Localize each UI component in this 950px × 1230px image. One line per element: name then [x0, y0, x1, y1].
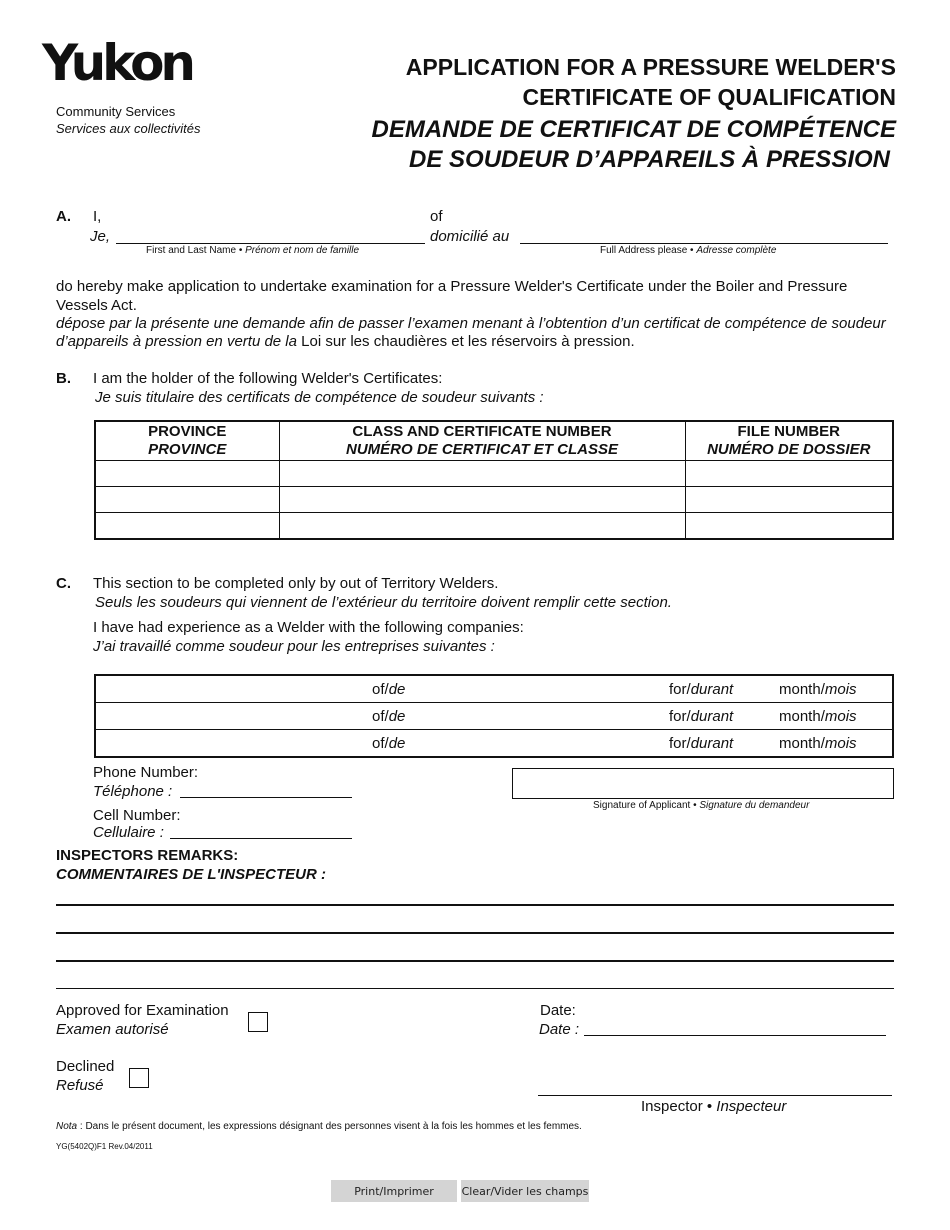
org-name-en: Community Services — [56, 104, 176, 119]
column-province: PROVINCE PROVINCE — [95, 421, 279, 461]
section-c-intro-fr: Seuls les soudeurs qui viennent de l’extérieur du territoire doivent remplir cette section. — [95, 594, 672, 611]
address-field[interactable] — [520, 243, 888, 244]
nota-text: Nota : Dans le présent document, les expressions désignant des personnes visent à la fois les hommes et les femmes. — [56, 1121, 582, 1132]
signature-box[interactable] — [512, 768, 894, 799]
table-row — [95, 703, 893, 730]
date-label-en: Date: — [540, 1002, 576, 1019]
print-button[interactable]: Print/Imprimer — [331, 1180, 457, 1202]
approved-label-fr: Examen autorisé — [56, 1021, 169, 1038]
section-a-marker: A. — [56, 208, 71, 225]
title-en-line1: APPLICATION FOR A PRESSURE WELDER'S — [405, 54, 896, 80]
yukon-logo: Yukon — [42, 34, 193, 92]
certificate-number-cell[interactable] — [279, 487, 685, 513]
section-c-intro-en: This section to be completed only by out of Territory Welders. — [93, 575, 499, 592]
name-field[interactable] — [116, 243, 425, 244]
of-label: of/de — [372, 708, 406, 725]
title-fr-line1: DEMANDE DE CERTIFICAT DE COMPÉTENCE — [371, 116, 896, 143]
phone-label-en: Phone Number: — [93, 764, 199, 781]
cell-field[interactable] — [170, 838, 352, 839]
org-name-fr: Services aux collectivités — [56, 121, 201, 136]
experience-row[interactable] — [96, 730, 892, 756]
remarks-line[interactable] — [56, 932, 894, 934]
province-cell[interactable] — [95, 487, 279, 513]
section-b-marker: B. — [56, 370, 71, 387]
of-label: of/de — [372, 681, 406, 698]
table-row — [95, 513, 893, 540]
declined-label-en: Declined — [56, 1058, 115, 1075]
certificates-header-row — [95, 421, 893, 461]
clear-fields-button[interactable]: Clear/Vider les champs — [461, 1180, 589, 1202]
province-cell[interactable] — [95, 513, 279, 540]
phone-field[interactable] — [180, 797, 352, 798]
statement-en: do hereby make application to undertake examination for a Pressure Welder's Certificate under the Boiler and Pressure Vessels Act. — [56, 278, 848, 314]
for-label: for/durant — [669, 735, 734, 752]
for-label: for/durant — [669, 708, 734, 725]
table-row — [95, 487, 893, 513]
province-cell[interactable] — [95, 461, 279, 487]
inspector-caption: Inspector • Inspecteur — [641, 1098, 787, 1115]
certificates-table — [94, 420, 894, 540]
statement-fr: dépose par la présente une demande afin de passer l’examen menant à l’obtention d’un certificat de compétence de soudeur d’appareils à pression en vertu de la Loi sur les chaudières et les réservoirs à pression. — [56, 315, 886, 350]
approved-label-en: Approved for Examination — [56, 1002, 229, 1019]
table-row — [95, 730, 893, 758]
remarks-line[interactable] — [56, 904, 894, 906]
remarks-label-fr: COMMENTAIRES DE L'INSPECTEUR : — [56, 866, 326, 883]
column-certificate-number: CLASS AND CERTIFICATE NUMBER NUMÉRO DE CERTIFICAT ET CLASSE — [279, 421, 685, 461]
section-b-intro-en: I am the holder of the following Welder's Certificates: — [93, 370, 443, 387]
date-label-fr: Date : — [539, 1021, 580, 1038]
signature-caption: Signature of Applicant • Signature du demandeur — [593, 800, 810, 811]
remarks-line[interactable] — [56, 960, 894, 962]
experience-intro-fr: J’ai travaillé comme soudeur pour les entreprises suivantes : — [93, 638, 495, 655]
file-number-cell[interactable] — [685, 487, 893, 513]
title-fr-line2: DE SOUDEUR D’APPAREILS À PRESSION — [409, 146, 890, 173]
of-label-en: of — [430, 208, 443, 225]
for-label: for/durant — [669, 681, 734, 698]
month-label: month/mois — [779, 735, 857, 752]
of-label-fr: domicilié au — [430, 228, 510, 245]
table-row — [95, 675, 893, 703]
inspector-signature-line[interactable] — [538, 1095, 892, 1096]
date-field[interactable] — [584, 1035, 886, 1036]
section-b-intro-fr: Je suis titulaire des certificats de compétence de soudeur suivants : — [95, 389, 544, 406]
experience-row[interactable] — [96, 703, 892, 729]
certificate-number-cell[interactable] — [279, 513, 685, 540]
form-id: YG(5402Q)F1 Rev.04/2011 — [56, 1142, 153, 1151]
i-label-fr: Je, — [90, 228, 111, 245]
section-c-marker: C. — [56, 575, 71, 592]
title-en-line2: CERTIFICATE OF QUALIFICATION — [522, 84, 896, 110]
i-label-en: I, — [93, 208, 102, 225]
remarks-label-en: INSPECTORS REMARKS: — [56, 847, 239, 864]
declined-label-fr: Refusé — [56, 1077, 104, 1094]
cell-label-en: Cell Number: — [93, 807, 181, 824]
month-label: month/mois — [779, 681, 857, 698]
remarks-line[interactable] — [56, 988, 894, 989]
cell-label-fr: Cellulaire : — [93, 824, 164, 841]
name-caption: First and Last Name • Prénom et nom de famille — [146, 245, 360, 256]
file-number-cell[interactable] — [685, 513, 893, 540]
phone-label-fr: Téléphone : — [93, 783, 173, 800]
experience-table — [94, 674, 894, 758]
column-file-number: FILE NUMBER NUMÉRO DE DOSSIER — [685, 421, 893, 461]
of-label: of/de — [372, 735, 406, 752]
experience-row[interactable] — [96, 676, 892, 702]
certificate-number-cell[interactable] — [279, 461, 685, 487]
address-caption: Full Address please • Adresse complète — [600, 245, 777, 256]
table-row — [95, 461, 893, 487]
month-label: month/mois — [779, 708, 857, 725]
declined-checkbox[interactable] — [129, 1068, 149, 1088]
file-number-cell[interactable] — [685, 461, 893, 487]
experience-intro-en: I have had experience as a Welder with the following companies: — [93, 619, 524, 636]
approved-checkbox[interactable] — [248, 1012, 268, 1032]
